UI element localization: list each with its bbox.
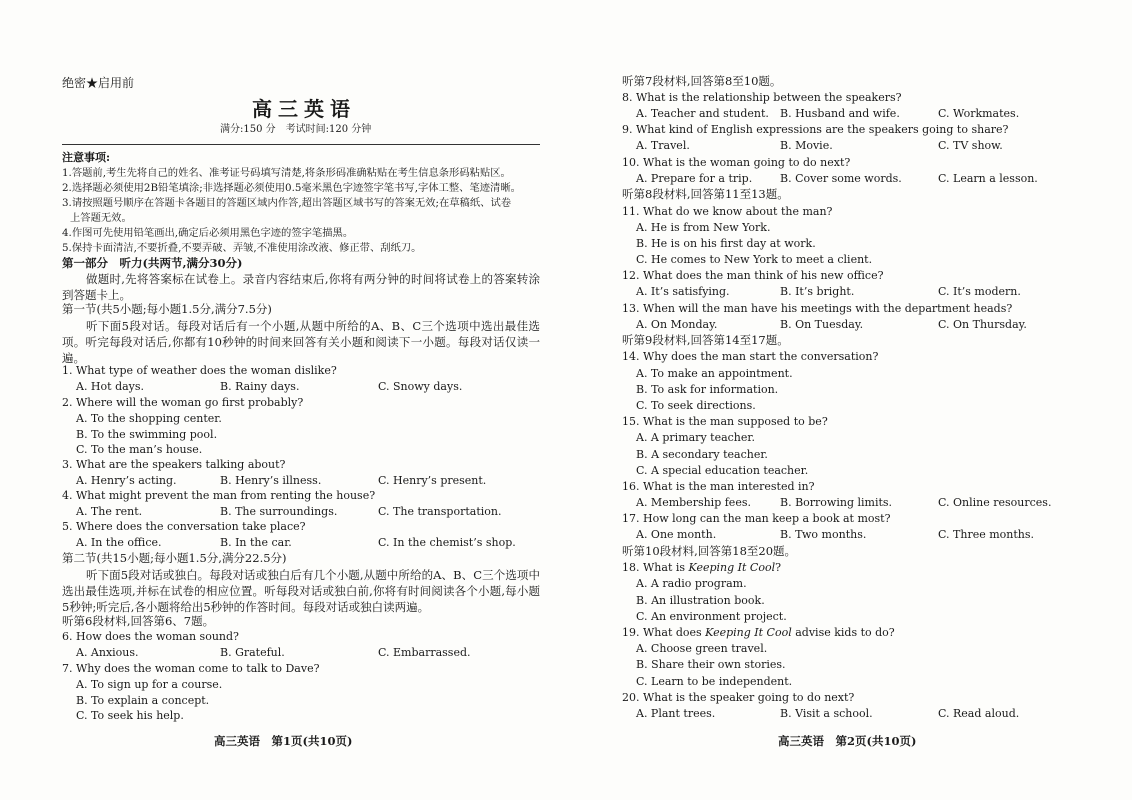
option-a: A. To the shopping center. xyxy=(76,412,222,425)
option-a: A. It’s satisfying. xyxy=(636,285,730,298)
option-c: C. Three months. xyxy=(938,528,1034,541)
question-3: 3. What are the speakers talking about? xyxy=(62,458,286,471)
option-c: C. Henry’s present. xyxy=(378,474,487,487)
option-b: B. An illustration book. xyxy=(636,594,765,607)
question-14: 14. Why does the man start the conversation? xyxy=(622,350,879,363)
option-b: B. To ask for information. xyxy=(636,383,779,396)
question-10: 10. What is the woman going to do next? xyxy=(622,156,851,169)
notes-heading: 注意事项: xyxy=(62,151,111,164)
option-a: A. Plant trees. xyxy=(636,707,716,720)
question-18: 18. What is Keeping It Cool? xyxy=(622,561,781,574)
part1-intro: 做题时,先将答案标在试卷上。录音内容结束后,你将有两分钟的时间将试卷上的答案转涂到答题卡上。 xyxy=(62,272,540,302)
listen-instruction: 听第8段材料,回答第11至13题。 xyxy=(622,187,789,201)
question-16: 16. What is the man interested in? xyxy=(622,480,815,493)
section1-intro: 听下面5段对话。每段对话后有一个小题,从题中所给的A、B、C三个选项中选出最佳选项。听完每段对话后,你都有10秒钟的时间来回答有关小题和阅读下一小题。每段对话仅读一遍。 xyxy=(62,319,540,365)
page-footer-1: 高三英语 第1页(共10页) xyxy=(214,734,353,748)
confidential-label: 绝密★启用前 xyxy=(62,76,135,90)
option-c: C. To seek directions. xyxy=(636,399,756,412)
question-9: 9. What kind of English expressions are the speakers going to share? xyxy=(622,123,1009,136)
listen-instruction: 听第7段材料,回答第8至10题。 xyxy=(622,74,782,88)
option-a: A. Membership fees. xyxy=(636,496,751,509)
option-b: B. It’s bright. xyxy=(780,285,855,298)
option-b: B. In the car. xyxy=(220,536,292,549)
note-item: 1.答题前,考生先将自己的姓名、准考证号码填写清楚,将条形码准确粘贴在考生信息条形码粘贴区。 xyxy=(62,167,511,179)
section1-heading: 第一节(共5小题;每小题1.5分,满分7.5分) xyxy=(62,302,272,316)
question-13: 13. When will the man have his meetings with the department heads? xyxy=(622,302,1013,315)
question-1: 1. What type of weather does the woman dislike? xyxy=(62,364,337,377)
option-b: B. Cover some words. xyxy=(780,172,902,185)
option-b: B. Movie. xyxy=(780,139,833,152)
option-a: A. Hot days. xyxy=(76,380,145,393)
option-a: A. The rent. xyxy=(76,505,143,518)
question-7: 7. Why does the woman come to talk to Dave? xyxy=(62,662,320,675)
option-b: B. He is on his first day at work. xyxy=(636,237,816,250)
note-item: 2.选择题必须使用2B铅笔填涂;非选择题必须使用0.5毫米黑色字迹签字笔书写,字体工整、笔迹清晰。 xyxy=(62,182,521,194)
option-b: B. Share their own stories. xyxy=(636,658,786,671)
option-a: A. In the office. xyxy=(76,536,162,549)
option-c: C. To the man’s house. xyxy=(76,443,203,456)
option-c: C. Learn to be independent. xyxy=(636,675,793,688)
exam-subtitle: 满分:150 分 考试时间:120 分钟 xyxy=(220,124,372,135)
listen-instruction: 听第6段材料,回答第6、7题。 xyxy=(62,614,215,628)
option-b: B. On Tuesday. xyxy=(780,318,864,331)
option-c: C. It’s modern. xyxy=(938,285,1021,298)
option-a: A. To sign up for a course. xyxy=(76,678,223,691)
option-a: A. Teacher and student. xyxy=(636,107,769,120)
header-rule xyxy=(62,144,540,145)
option-a: A. A radio program. xyxy=(636,577,747,590)
option-c: C. A special education teacher. xyxy=(636,464,809,477)
option-a: A. Travel. xyxy=(636,139,690,152)
option-c: C. On Thursday. xyxy=(938,318,1027,331)
section2-heading: 第二节(共15小题;每小题1.5分,满分22.5分) xyxy=(62,551,287,565)
listen-instruction: 听第9段材料,回答第14至17题。 xyxy=(622,333,789,347)
question-11: 11. What do we know about the man? xyxy=(622,205,833,218)
option-a: A. Prepare for a trip. xyxy=(636,172,753,185)
option-c: C. The transportation. xyxy=(378,505,502,518)
question-5: 5. Where does the conversation take place? xyxy=(62,520,306,533)
question-2: 2. Where will the woman go first probably? xyxy=(62,396,304,409)
listen-instruction: 听第10段材料,回答第18至20题。 xyxy=(622,544,797,558)
option-c: C. TV show. xyxy=(938,139,1003,152)
option-b: B. A secondary teacher. xyxy=(636,448,768,461)
exam-title: 高三英语 xyxy=(252,97,356,121)
option-b: B. Rainy days. xyxy=(220,380,300,393)
question-17: 17. How long can the man keep a book at most? xyxy=(622,512,891,525)
option-b: B. Visit a school. xyxy=(780,707,873,720)
option-a: A. A primary teacher. xyxy=(636,431,755,444)
question-6: 6. How does the woman sound? xyxy=(62,630,239,643)
option-b: B. Borrowing limits. xyxy=(780,496,893,509)
option-a: A. One month. xyxy=(636,528,717,541)
option-c: C. Learn a lesson. xyxy=(938,172,1038,185)
part1-heading: 第一部分 听力(共两节,满分30分) xyxy=(62,256,243,270)
page-footer-2: 高三英语 第2页(共10页) xyxy=(778,734,917,748)
option-a: A. Anxious. xyxy=(76,646,139,659)
option-c: C. He comes to New York to meet a client. xyxy=(636,253,873,266)
option-b: B. Henry’s illness. xyxy=(220,474,322,487)
option-c: C. Online resources. xyxy=(938,496,1052,509)
option-c: C. Embarrassed. xyxy=(378,646,471,659)
option-a: A. Choose green travel. xyxy=(636,642,768,655)
question-15: 15. What is the man supposed to be? xyxy=(622,415,828,428)
question-8: 8. What is the relationship between the speakers? xyxy=(622,91,902,104)
question-20: 20. What is the speaker going to do next? xyxy=(622,691,855,704)
note-item: 5.保持卡面清洁,不要折叠,不要弄破、弄皱,不准使用涂改液、修正带、刮纸刀。 xyxy=(62,242,422,254)
option-b: B. The surroundings. xyxy=(220,505,338,518)
note-item: 上答题无效。 xyxy=(70,212,132,224)
option-a: A. On Monday. xyxy=(636,318,718,331)
question-19: 19. What does Keeping It Cool advise kids to do? xyxy=(622,626,895,639)
section2-intro: 听下面5段对话或独白。每段对话或独白后有几个小题,从题中所给的A、B、C三个选项中选出最佳选项,并标在试卷的相应位置。听每段对话或独白前,你将有时间阅读各个小题,每小题5秒钟;听完后,各小题将给出5秒钟的作答时间。每段对话或独白读两遍。 xyxy=(62,568,540,614)
option-c: C. In the chemist’s shop. xyxy=(378,536,516,549)
option-c: C. Workmates. xyxy=(938,107,1020,120)
option-b: B. Two months. xyxy=(780,528,867,541)
option-b: B. To explain a concept. xyxy=(76,694,210,707)
option-c: C. Snowy days. xyxy=(378,380,463,393)
option-b: B. Grateful. xyxy=(220,646,285,659)
note-item: 4.作图可先使用铅笔画出,确定后必须用黑色字迹的签字笔描黑。 xyxy=(62,227,354,239)
option-c: C. An environment project. xyxy=(636,610,787,623)
option-b: B. To the swimming pool. xyxy=(76,428,218,441)
option-b: B. Husband and wife. xyxy=(780,107,900,120)
option-a: A. He is from New York. xyxy=(636,221,771,234)
option-a: A. To make an appointment. xyxy=(636,367,793,380)
question-4: 4. What might prevent the man from renting the house? xyxy=(62,489,376,502)
note-item: 3.请按照题号顺序在答题卡各题目的答题区域内作答,超出答题区域书写的答案无效;在草稿纸、试卷 xyxy=(62,197,512,209)
question-12: 12. What does the man think of his new office? xyxy=(622,269,884,282)
option-c: C. Read aloud. xyxy=(938,707,1020,720)
option-a: A. Henry’s acting. xyxy=(76,474,177,487)
option-c: C. To seek his help. xyxy=(76,709,184,722)
